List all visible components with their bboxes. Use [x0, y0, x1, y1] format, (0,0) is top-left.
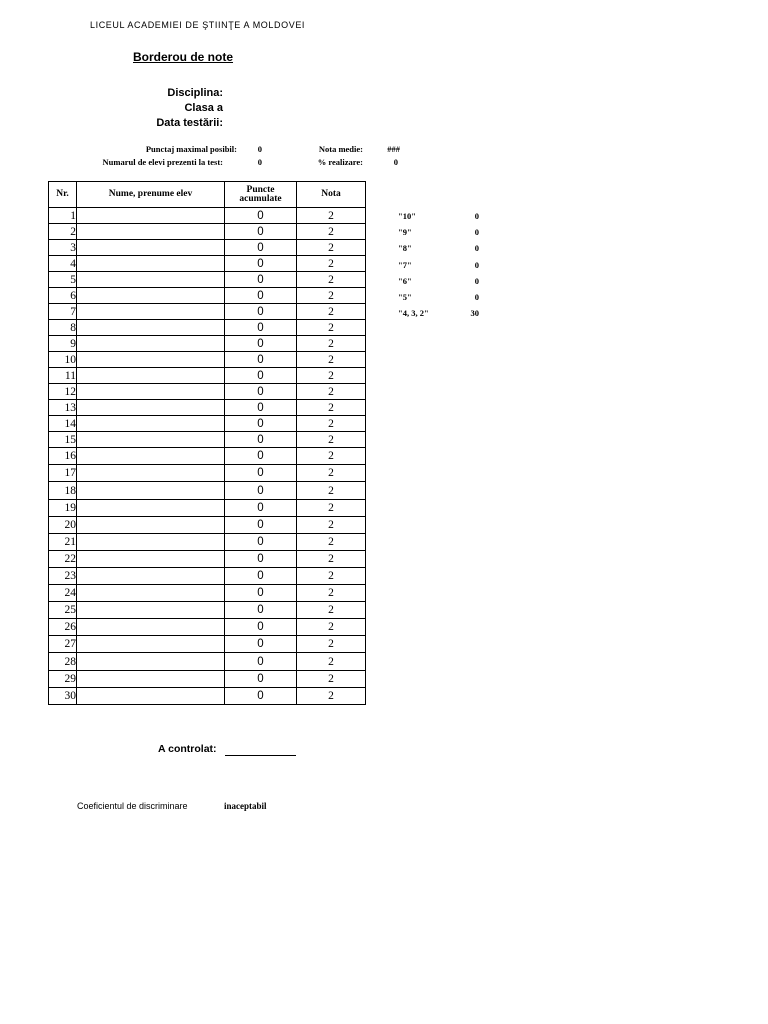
present-students-label: Numarul de elevi prezenti la test: — [102, 157, 223, 167]
table-row — [49, 432, 366, 448]
row-name — [77, 304, 225, 320]
distribution-count: 0 — [474, 211, 479, 221]
row-nr: 22 — [49, 551, 77, 568]
table-row — [49, 240, 366, 256]
row-grade: 2 — [297, 304, 366, 320]
realizare-label: % realizare: — [317, 157, 363, 167]
row-grade: 2 — [297, 671, 366, 688]
average-grade-label: Nota medie: — [318, 144, 363, 154]
row-points: 0 — [225, 688, 297, 705]
max-points-label: Punctaj maximal posibil: — [145, 144, 237, 154]
row-name — [77, 384, 225, 400]
row-points: 0 — [225, 240, 297, 256]
row-name — [77, 240, 225, 256]
row-nr: 18 — [49, 482, 77, 500]
row-points: 0 — [225, 320, 297, 336]
header-name: Nume, prenume elev — [77, 182, 225, 208]
row-grade: 2 — [297, 384, 366, 400]
row-nr: 1 — [49, 208, 77, 224]
row-points: 0 — [225, 568, 297, 585]
row-name — [77, 336, 225, 352]
table-row — [49, 336, 366, 352]
table-row — [49, 448, 366, 465]
row-grade: 2 — [297, 517, 366, 534]
row-name — [77, 619, 225, 636]
row-grade: 2 — [297, 482, 366, 500]
row-name — [77, 671, 225, 688]
row-nr: 17 — [49, 465, 77, 482]
max-points-value: 0 — [257, 144, 262, 154]
row-points: 0 — [225, 384, 297, 400]
row-points: 0 — [225, 400, 297, 416]
row-grade: 2 — [297, 653, 366, 671]
row-grade: 2 — [297, 240, 366, 256]
distribution-label: "7" — [398, 259, 412, 270]
school-name: LICEUL ACADEMIEI DE ŞTIINŢE A MOLDOVEI — [90, 20, 306, 30]
row-name — [77, 416, 225, 432]
row-name — [77, 400, 225, 416]
row-points: 0 — [225, 272, 297, 288]
discrimination-coef-value: inaceptabil — [224, 801, 267, 811]
realizare-value: 0 — [393, 157, 398, 167]
row-name — [77, 602, 225, 619]
row-name — [77, 568, 225, 585]
row-grade: 2 — [297, 352, 366, 368]
discrimination-coef-label: Coeficientul de discriminare — [77, 801, 188, 811]
table-row — [49, 208, 366, 224]
table-row — [49, 465, 366, 482]
row-points: 0 — [225, 602, 297, 619]
page-title: Borderou de note — [133, 50, 234, 64]
grades-table — [48, 181, 366, 705]
field-clasa: Clasa a — [184, 102, 223, 114]
row-grade: 2 — [297, 465, 366, 482]
row-points: 0 — [225, 224, 297, 240]
row-name — [77, 688, 225, 705]
present-students-value: 0 — [257, 157, 262, 167]
row-grade: 2 — [297, 272, 366, 288]
row-points: 0 — [225, 304, 297, 320]
row-points: 0 — [225, 288, 297, 304]
row-grade: 2 — [297, 585, 366, 602]
row-points: 0 — [225, 336, 297, 352]
row-nr: 27 — [49, 636, 77, 653]
row-name — [77, 585, 225, 602]
table-row — [49, 416, 366, 432]
row-grade: 2 — [297, 400, 366, 416]
row-name — [77, 500, 225, 517]
row-grade: 2 — [297, 619, 366, 636]
table-row — [49, 602, 366, 619]
signature-line — [225, 755, 296, 756]
distribution-count: 0 — [474, 227, 479, 238]
field-data-testarii: Data testării: — [156, 117, 223, 129]
distribution-label: "5" — [398, 292, 412, 302]
table-row — [49, 653, 366, 671]
row-grade: 2 — [297, 534, 366, 551]
row-nr: 25 — [49, 602, 77, 619]
row-grade: 2 — [297, 336, 366, 352]
average-grade-value: ### — [387, 144, 400, 154]
row-nr: 10 — [49, 352, 77, 368]
distribution-label: "8" — [398, 243, 412, 254]
table-row — [49, 517, 366, 534]
row-name — [77, 432, 225, 448]
row-name — [77, 534, 225, 551]
row-points: 0 — [225, 368, 297, 384]
grades-body — [49, 208, 366, 705]
table-row — [49, 224, 366, 240]
row-nr: 15 — [49, 432, 77, 448]
row-points: 0 — [225, 636, 297, 653]
row-grade: 2 — [297, 602, 366, 619]
row-nr: 8 — [49, 320, 77, 336]
row-nr: 11 — [49, 368, 77, 384]
row-points: 0 — [225, 256, 297, 272]
row-nr: 30 — [49, 688, 77, 705]
distribution-count: 0 — [474, 243, 479, 254]
row-points: 0 — [225, 352, 297, 368]
row-nr: 26 — [49, 619, 77, 636]
row-nr: 13 — [49, 400, 77, 416]
distribution-label: "10" — [398, 211, 416, 221]
row-name — [77, 208, 225, 224]
table-row — [49, 551, 366, 568]
row-nr: 7 — [49, 304, 77, 320]
controlled-label: A controlat: — [158, 743, 217, 755]
row-points: 0 — [225, 500, 297, 517]
distribution-count: 0 — [474, 259, 479, 270]
row-grade: 2 — [297, 500, 366, 517]
row-nr: 29 — [49, 671, 77, 688]
row-name — [77, 636, 225, 653]
row-grade: 2 — [297, 368, 366, 384]
row-name — [77, 256, 225, 272]
distribution-count: 0 — [474, 292, 479, 302]
row-name — [77, 448, 225, 465]
row-name — [77, 465, 225, 482]
table-row — [49, 352, 366, 368]
row-name — [77, 224, 225, 240]
table-row — [49, 671, 366, 688]
distribution-label: "9" — [398, 227, 412, 238]
distribution-count: 30 — [470, 308, 479, 319]
row-grade: 2 — [297, 432, 366, 448]
row-points: 0 — [225, 585, 297, 602]
row-grade: 2 — [297, 224, 366, 240]
distribution-label: "6" — [398, 275, 412, 286]
table-row — [49, 304, 366, 320]
row-points: 0 — [225, 619, 297, 636]
table-row — [49, 636, 366, 653]
row-nr: 24 — [49, 585, 77, 602]
row-name — [77, 653, 225, 671]
row-name — [77, 320, 225, 336]
row-grade: 2 — [297, 208, 366, 224]
row-points: 0 — [225, 517, 297, 534]
table-row — [49, 368, 366, 384]
row-nr: 9 — [49, 336, 77, 352]
row-name — [77, 551, 225, 568]
table-row — [49, 482, 366, 500]
row-nr: 2 — [49, 224, 77, 240]
row-points: 0 — [225, 653, 297, 671]
row-grade: 2 — [297, 636, 366, 653]
row-grade: 2 — [297, 320, 366, 336]
row-nr: 6 — [49, 288, 77, 304]
header-points: Puncte acumulate — [225, 182, 297, 208]
table-row — [49, 585, 366, 602]
row-grade: 2 — [297, 568, 366, 585]
row-name — [77, 517, 225, 534]
table-row — [49, 619, 366, 636]
table-row — [49, 400, 366, 416]
row-name — [77, 352, 225, 368]
row-nr: 23 — [49, 568, 77, 585]
field-disciplina: Disciplina: — [167, 87, 223, 99]
row-name — [77, 368, 225, 384]
table-row — [49, 320, 366, 336]
table-row — [49, 272, 366, 288]
header-nr: Nr. — [49, 182, 77, 208]
table-row — [49, 534, 366, 551]
table-header-row — [49, 182, 366, 208]
row-points: 0 — [225, 534, 297, 551]
row-grade: 2 — [297, 688, 366, 705]
row-points: 0 — [225, 416, 297, 432]
table-row — [49, 568, 366, 585]
row-points: 0 — [225, 482, 297, 500]
row-nr: 4 — [49, 256, 77, 272]
row-nr: 5 — [49, 272, 77, 288]
row-grade: 2 — [297, 448, 366, 465]
row-nr: 14 — [49, 416, 77, 432]
row-grade: 2 — [297, 256, 366, 272]
row-grade: 2 — [297, 551, 366, 568]
row-nr: 3 — [49, 240, 77, 256]
row-points: 0 — [225, 465, 297, 482]
row-nr: 16 — [49, 448, 77, 465]
row-points: 0 — [225, 671, 297, 688]
row-points: 0 — [225, 448, 297, 465]
distribution-label: "4, 3, 2" — [398, 308, 429, 319]
row-grade: 2 — [297, 288, 366, 304]
table-row — [49, 500, 366, 517]
row-name — [77, 482, 225, 500]
row-nr: 20 — [49, 517, 77, 534]
row-nr: 28 — [49, 653, 77, 671]
distribution-count: 0 — [474, 275, 479, 286]
row-points: 0 — [225, 551, 297, 568]
row-grade: 2 — [297, 416, 366, 432]
row-name — [77, 288, 225, 304]
row-nr: 19 — [49, 500, 77, 517]
row-nr: 21 — [49, 534, 77, 551]
table-row — [49, 384, 366, 400]
row-points: 0 — [225, 432, 297, 448]
row-name — [77, 272, 225, 288]
table-row — [49, 288, 366, 304]
row-points: 0 — [225, 208, 297, 224]
row-nr: 12 — [49, 384, 77, 400]
table-row — [49, 256, 366, 272]
header-grade: Nota — [297, 182, 366, 208]
table-row — [49, 688, 366, 705]
